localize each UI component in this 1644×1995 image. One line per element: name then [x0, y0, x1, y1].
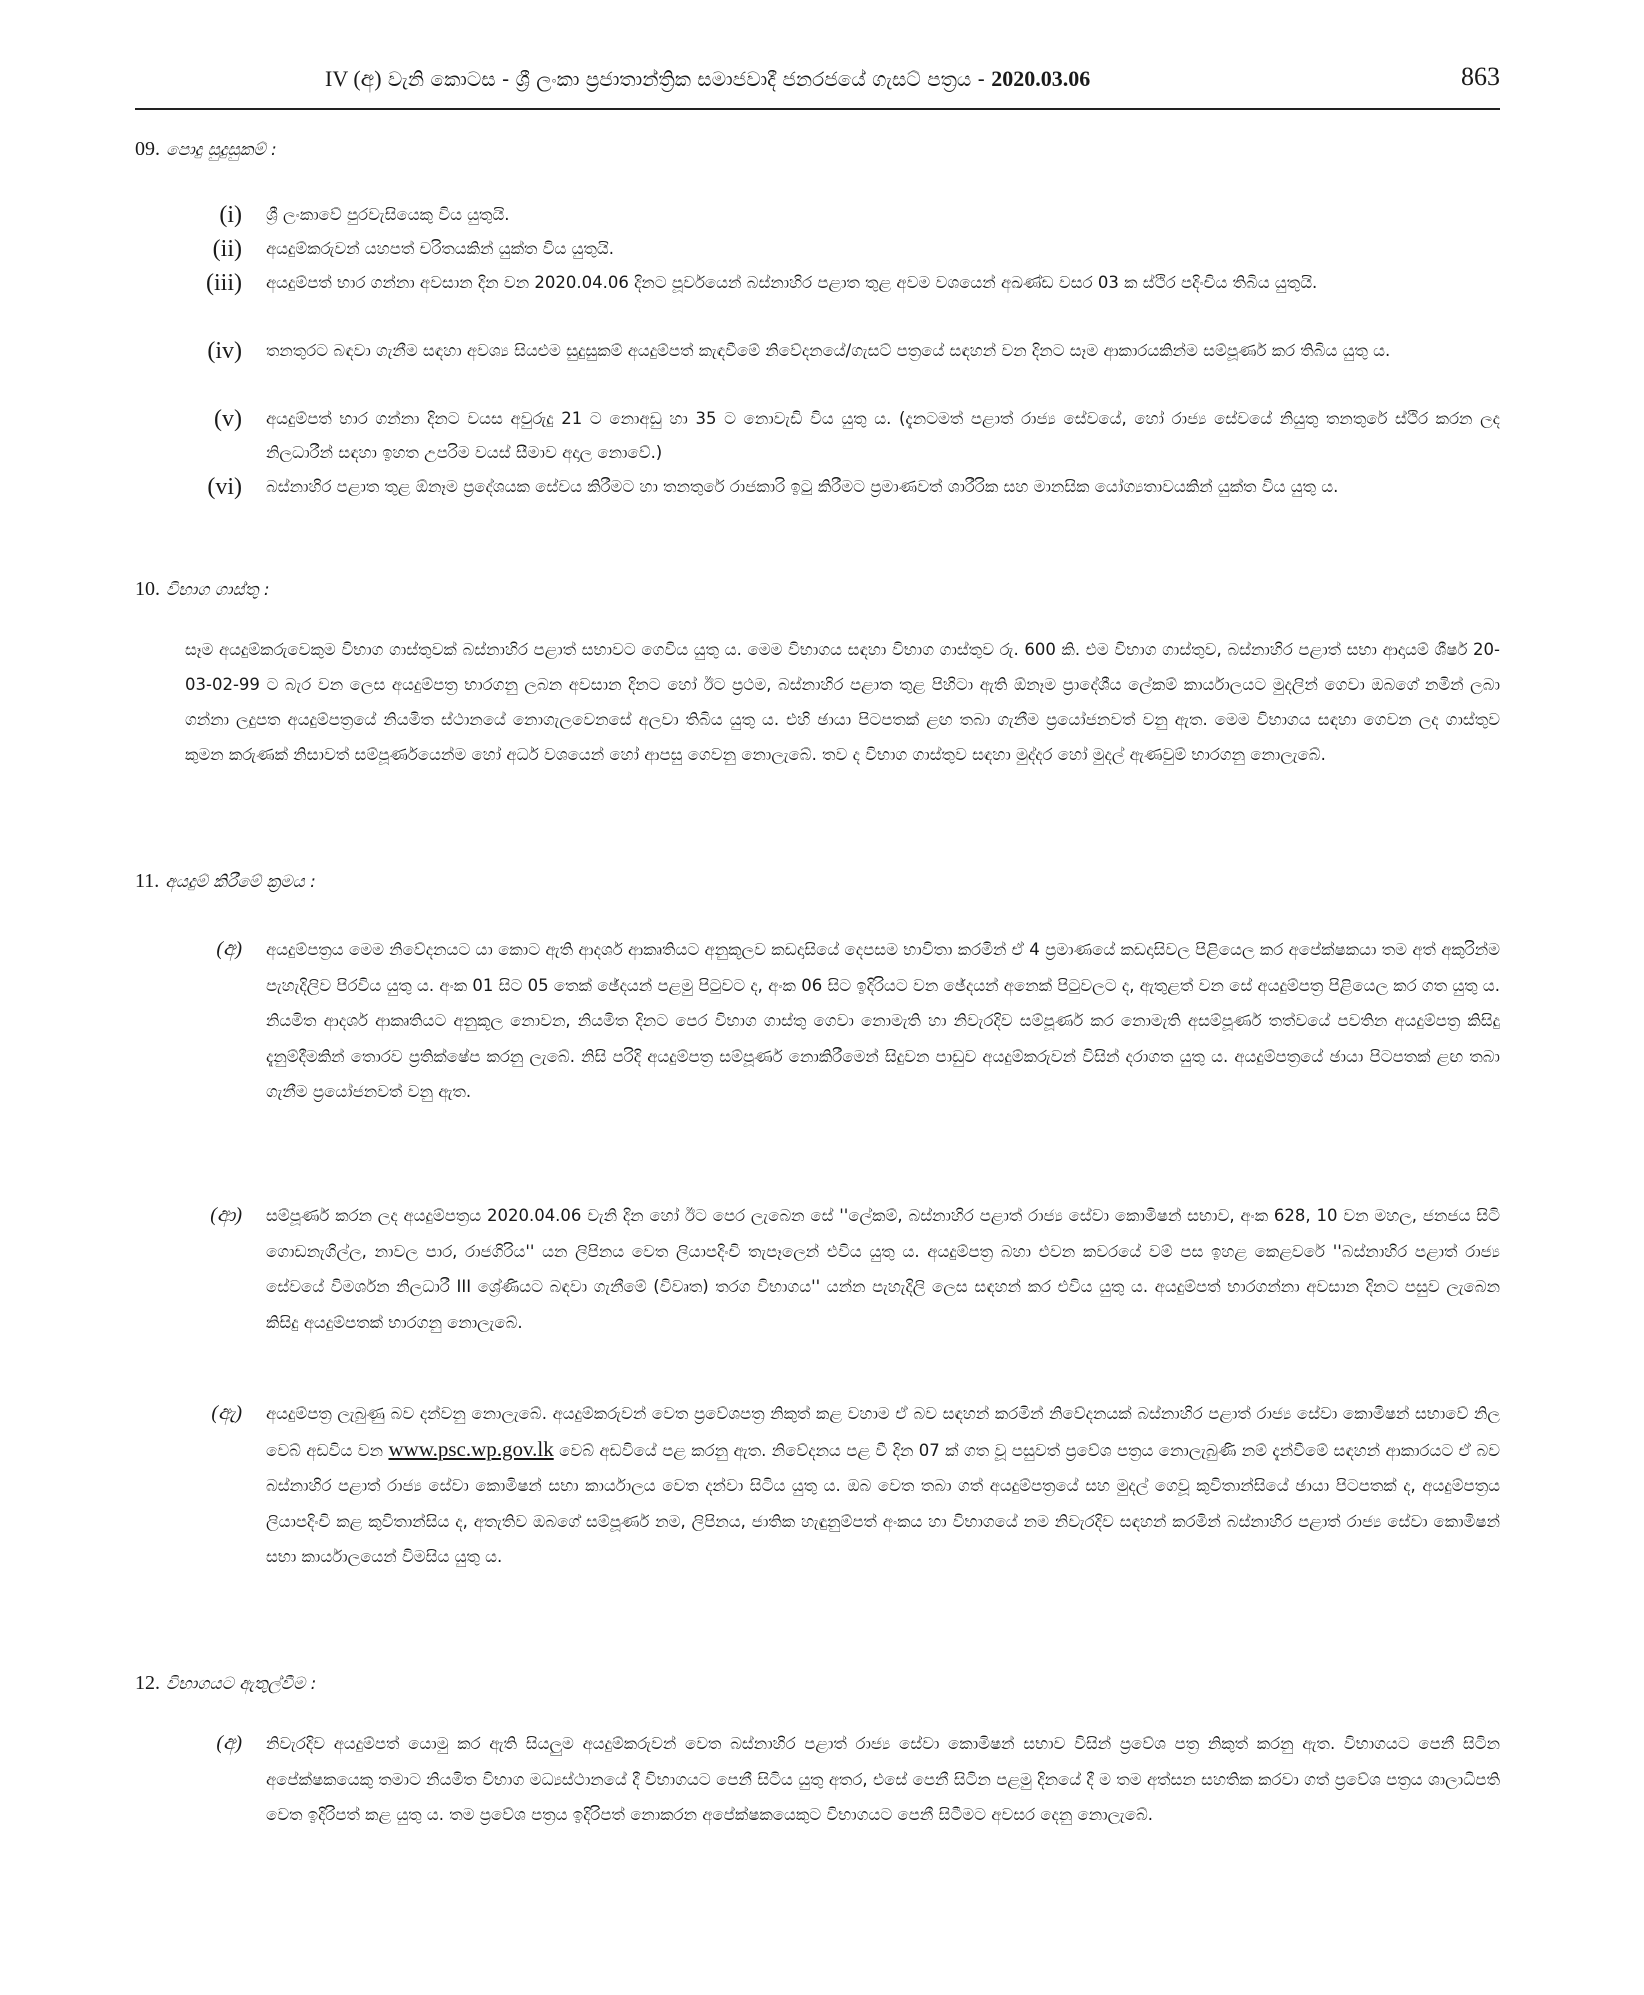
- item-text: අයදුම්කරුවන් යහපත් චරිතයකින් යුක්ත විය යුතුයි.: [266, 239, 614, 258]
- item-text: අයදුම්පත් භාර ගන්නා අවසාන දින වන 2020.04.06 දිනට පූර්වයෙන් බස්නාහිර පළාත තුළ අවම වශයෙන් අඛණ්ඩ වසර 03 ක ස්ථිර පදිංචිය තිබිය යුතුයි.: [266, 273, 1318, 292]
- section-09-heading: [135, 138, 277, 161]
- list-item: [170, 1726, 1500, 1926]
- section-number: 12.: [135, 1672, 160, 1694]
- section-title: අයදුම් කිරීමේ ක්‍රමය :: [165, 872, 316, 892]
- section-title: විභාගයට ඇතුල්වීම :: [166, 1674, 317, 1694]
- list-item: [170, 470, 1500, 538]
- item-label: (ඇ): [211, 1402, 242, 1424]
- item-text: අයදුම්පත් භාර ගන්නා දිනට වයස අවුරුදු 21 ට නොඅඩු හා 35 ට නොවැඩි විය යුතු ය. (දැනටමත් පළාත් රාජ්‍ය සේවයේ, හෝ රාජ්‍ය සේවයේ නියුතු තනතුරේ ස්ථිර කරන ලද නිලධාරීන් සඳහා ඉහත උපරිම වයස් සීමාව අදාල නොවේ.): [266, 409, 1500, 462]
- list-item: [170, 266, 1500, 334]
- item-text-before: අයදුම්පත්‍ර ලැබුණු බව දන්වනු නොලැබේ. අයදුම්කරුවන් වෙත ප්‍රවේශපත්‍ර නිකුත් කළ වහාම ඒ බව සඳහන් කරමින් නිවේදනයක් බස්නාහිර පළාත් රාජ්‍ය සේවා කොමිෂන් සභාවේ නිල වෙබ් අඩවිය වන: [266, 1404, 1500, 1460]
- list-item: [170, 198, 1500, 232]
- section-number: 10.: [135, 578, 160, 600]
- header-title-text: වැනි කොටස - ශ්‍රී ලංකා ප්‍රජාතාන්ත්‍රික සමාජවාදී ජනරජයේ ගැසට් පත්‍රය -: [387, 67, 985, 91]
- item-label: (iii): [206, 270, 242, 296]
- list-item: [170, 232, 1500, 266]
- item-label: (v): [214, 406, 242, 432]
- item-label: (iv): [207, 338, 242, 364]
- page-header: [135, 58, 1500, 110]
- item-text: බස්නාහිර පළාත තුළ ඕනෑම ප්‍රදේශයක සේවය කිරීමට හා තනතුරේ රාජකාරි ඉටු කිරීමට ප්‍රමාණවත් ශාරීරික සහ මානසික යෝග්‍යතාවයකින් යුක්ත විය යුතු ය.: [266, 477, 1339, 496]
- list-item: [170, 1198, 1500, 1378]
- section-title: විභාග ගාස්තු :: [166, 580, 270, 600]
- website-link[interactable]: www.psc.wp.gov.lk: [388, 1436, 554, 1461]
- page-number: 863: [1461, 62, 1500, 91]
- item-text-after: වෙබ් අඩවියේ පළ කරනු ඇත. නිවේදනය පළ වී දින 07 ක් ගත වූ පසුවත් ප්‍රවේශ පත්‍රය නොලැබුණි නම් දැන්වීමේ සඳහන් ආකාරයට ඒ බව බස්නාහිර පළාත් රාජ්‍ය සේවා කොමිෂන් සභා කාර්යාලය වෙත දන්වා සිටිය යුතු ය. ඔබ වෙත තබා ගත් අයදුම්පත්‍රයේ සහ මුදල් ගෙවූ කුවිතාන්සියේ ඡායා පිටපතක් ද, අයදුම්පත්‍රය ලියාපදිංචි කළ කුවිතාන්සිය ද, අතැතිව ඔබගේ සම්පූර්ණ නම, ලිපිනය, ජාතික හැඳුනුම්පත් අංකය හා විභාගයේ නම නිවැරදිව සඳහන් කරමින් බස්නාහිර පළාත් රාජ්‍ය සේවා කොමිෂන් සභා කාර්යාලයෙන් විමසිය යුතු ය.: [266, 1440, 1500, 1566]
- list-item: [170, 402, 1500, 470]
- header-title: [325, 66, 1090, 92]
- item-text: [266, 1396, 1500, 1575]
- item-label: (අ): [216, 1732, 242, 1754]
- section-11-heading: [135, 870, 316, 893]
- item-text: අයදුම්පත්‍රය මෙම නිවේදනයට යා කොට ඇති ආදර්ශ ආකෘතියට අනුකූලව කඩදාසියේ දෙපසම භාවිතා කරමින් ඒ 4 ප්‍රමාණයේ කඩදාසිවල පිළියෙල කර අපේක්ෂකයා තම අත් අකුරින්ම පැහැදිලිව පිරවිය යුතු ය. අංක 01 සිට 05 තෙක් ඡේදයන් පළමු පිටුවට ද, අංක 06 සිට ඉදිරියට වන ඡේදයන් අනෙක් පිටුවලට ද, ඇතුළත් වන සේ අයදුම්පත්‍ර පිළියෙල කර ගත යුතු ය. නියමිත ආදර්ශ ආකෘතියට අනුකූල නොවන, නියමිත දිනට පෙර විභාග ගාස්තු ගෙවා නොමැති හා නිවැරදිව සම්පූර්ණ කර නොමැති අසම්පූර්ණ තත්වයේ පවතින අයදුම්පත්‍ර කිසිදු දැනුම්දීමකින් තොරව ප්‍රතික්ෂේප කරනු ලැබේ. නිසි පරිදි අයදුම්පත්‍ර සම්පූර්ණ නොකිරීමෙන් සිදුවන පාඩුව අයදුම්කරුවන් විසින් දරාගත යුතු ය. අයදුම්පත්‍රයේ ඡායා පිටපතක් ළඟ තබා ගැනීම ප්‍රයෝජනවත් වනු ඇත.: [266, 940, 1500, 1101]
- header-date: 2020.03.06: [991, 66, 1091, 91]
- section-title: පොදු සුදුසුකම් :: [166, 140, 277, 160]
- item-label: (ii): [212, 236, 242, 262]
- item-label: (vi): [207, 474, 242, 500]
- section-number: 11.: [135, 870, 160, 892]
- item-label: (i): [219, 202, 242, 228]
- item-label: (අ): [216, 938, 242, 960]
- section-10-paragraph: සෑම අයදුම්කරුවෙකුම විභාග ගාස්තුවක් බස්නාහිර පළාත් සභාවට ගෙවිය යුතු ය. මෙම විභාගය සඳහා විභාග ගාස්තුව රු. 600 කි. එම විභාග ගාස්තුව, බස්නාහිර පළාත් සභා ආදායම් ශීර්ෂ 20-03-02-99 ට බැර වන ලෙස අයදුම්පත්‍ර භාරගනු ලබන අවසාන දිනට හෝ ඊට ප්‍රථම, බස්නාහිර පළාත තුළ පිහිටා ඇති ඕනෑම ප්‍රාදේශීය ලේකම් කාර්යාලයට මුදලින් ගෙවා ඔබගේ නමින් ලබා ගන්නා ලදුපත අයදුම්පත්‍රයේ නියමිත ස්ථානයේ නොගැලවෙනසේ අලවා තිබිය යුතු ය. එහි ඡායා පිටපතක් ළඟ තබා ගැනීම ප්‍රයෝජනවත් වනු ඇත. මෙම විභාගය සඳහා ගෙවන ලද ගාස්තුව කුමන කරුණක් නිසාවත් සම්පූර්ණයෙන්ම හෝ අර්ධ වශයෙන් හෝ ආපසු ගෙවනු නොලැබේ. තව ද විභාග ගාස්තුව සඳහා මුද්දර හෝ මුදල් ඇණවුම් භාරගනු නොලැබේ.: [185, 640, 1500, 764]
- section-10-heading: [135, 578, 270, 601]
- item-text: තනතුරට බඳවා ගැනීම සඳහා අවශ්‍ය සියළුම සුදුසුකම් අයදුම්පත් කැඳවීමේ නිවේදනයේ/ගැසට් පත්‍රයේ සඳහන් වන දිනට සෑම ආකාරයකින්ම සම්පූර්ණ කර තිබිය යුතු ය.: [266, 341, 1391, 360]
- section-12-heading: [135, 1672, 316, 1695]
- item-label: (ආ): [210, 1204, 242, 1226]
- header-part: IV (අ): [325, 66, 382, 91]
- item-text: සම්පූර්ණ කරන ලද අයදුම්පත්‍රය 2020.04.06 වැනි දින හෝ ඊට පෙර ලැබෙන සේ ''ලේකම්, බස්නාහිර පළාත් රාජ්‍ය සේවා කොමිෂන් සභාව, අංක 628, 10 වන මහල, ජනජය සිටි ගොඩනැගිල්ල, නාවල පාර, රාජගිරිය'' යන ලිපිනය වෙත ලියාපදිංචි තැපෑලෙන් එවිය යුතු ය. අයදුම්පත්‍ර බහා එවන කවරයේ වම් පස ඉහළ කෙළවරේ ''බස්නාහිර පළාත් රාජ්‍ය සේවයේ විමර්ශන නිලධාරී III ශ්‍රේණියට බඳවා ගැනීමේ (විවෘත) තරග විභාගය'' යන්න පැහැදිලි ලෙස සඳහන් කර එවිය යුතු ය. අයදුම්පත් භාරගන්නා අවසාන දිනට පසුව ලැබෙන කිසිදු අයදුම්පතක් භාරගනු නොලැබේ.: [266, 1206, 1500, 1332]
- list-item: [170, 932, 1500, 1182]
- list-item: [170, 1396, 1500, 1646]
- section-number: 09.: [135, 138, 160, 160]
- item-text: නිවැරදිව අයදුම්පත් යොමු කර ඇති සියලුම අයදුම්කරුවන් වෙත බස්නාහිර පළාත් රාජ්‍ය සේවා කොමිෂන් සභාව විසින් ප්‍රවේශ පත්‍ර නිකුත් කරනු ඇත. විභාගයට පෙනී සිටින අපේක්ෂකයෙකු තමාට නියමිත විභාග මධ්‍යස්ථානයේ දී විභාගයට පෙනී සිටිය යුතු අතර, එසේ පෙනී සිටින පළමු දිනයේ දී ම තම අත්සන සහතික කරවා ගත් ප්‍රවේශ පත්‍රය ශාලාධිපති වෙත ඉදිරිපත් කළ යුතු ය. තම ප්‍රවේශ පත්‍රය ඉදිරිපත් නොකරන අපේක්ෂකයෙකුට විභාගයට පෙනී සිටීමට අවසර දෙනු නොලැබේ.: [266, 1734, 1500, 1824]
- item-text: ශ්‍රී ලංකාවේ පුරවැසියෙකු විය යුතුයි.: [266, 205, 510, 224]
- list-item: [170, 334, 1500, 402]
